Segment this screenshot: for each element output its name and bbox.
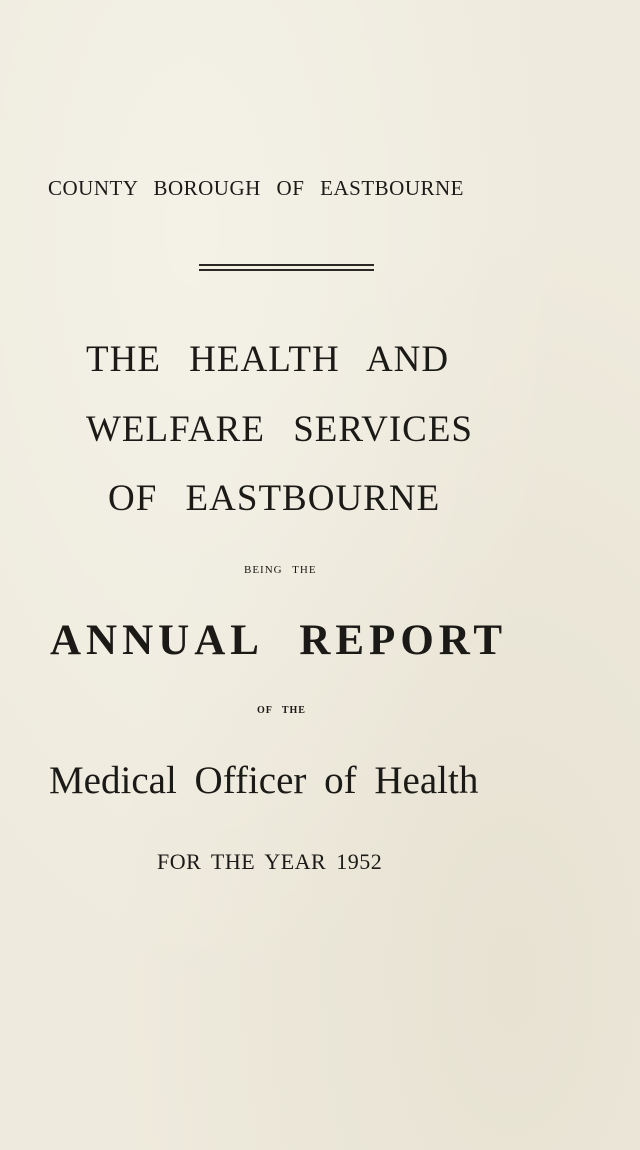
medical-officer-title: Medical Officer of Health — [49, 759, 479, 802]
report-year: FOR THE YEAR 1952 — [157, 849, 383, 874]
of-the-text: OF THE — [257, 705, 306, 716]
borough-header: COUNTY BOROUGH OF EASTBOURNE — [48, 176, 464, 200]
double-rule-bottom — [199, 269, 374, 271]
title-line-1: THE HEALTH AND — [86, 339, 450, 380]
title-line-2: WELFARE SERVICES — [86, 409, 473, 450]
title-line-3: OF EASTBOURNE — [108, 478, 441, 519]
double-rule-top — [199, 264, 374, 266]
annual-report-title: ANNUAL REPORT — [50, 617, 507, 664]
being-the-text: BEING THE — [244, 564, 317, 576]
